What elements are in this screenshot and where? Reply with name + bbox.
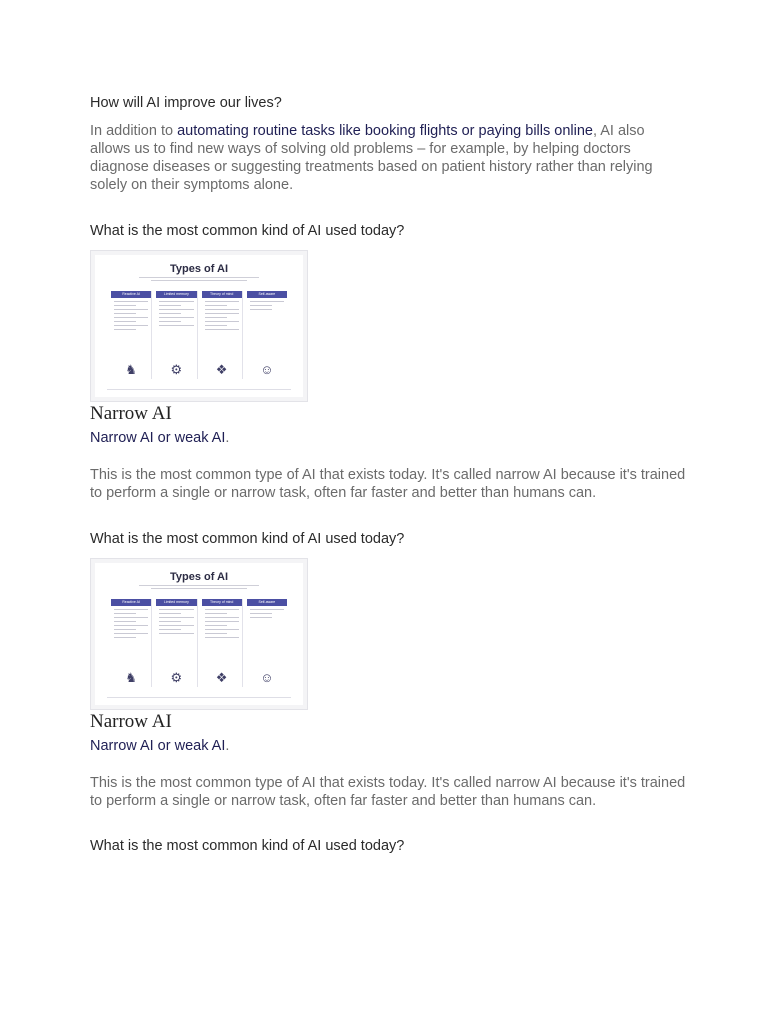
narrow-ai-subheading-text: Narrow AI or weak AI — [90, 430, 226, 446]
narrow-ai-subheading — [90, 738, 229, 754]
infographic-column — [156, 291, 197, 379]
infographic-title: Types of AI — [169, 263, 229, 275]
infographic-column — [111, 599, 152, 687]
intro-link[interactable]: automating routine tasks like booking flights or paying bills online — [177, 123, 593, 139]
infographic-column-header: Theory of mind — [202, 599, 242, 606]
types-of-ai-infographic — [90, 558, 308, 710]
infographic-column — [111, 291, 152, 379]
narrow-ai-subheading-period: . — [225, 738, 230, 754]
infographic-title: Types of AI — [169, 571, 229, 583]
head-gear-icon: ☺ — [260, 670, 274, 685]
intro-paragraph — [90, 122, 686, 194]
infographic-column — [247, 291, 287, 379]
head-gear-icon: ☺ — [260, 362, 274, 377]
infographic-column-header: Reactive AI — [111, 291, 151, 298]
narrow-ai-subheading — [90, 430, 229, 446]
narrow-ai-body: This is the most common type of AI that exists today. It's called narrow AI because it's trained to perform a single or narrow task, often far faster and better than humans can. — [90, 467, 686, 501]
types-of-ai-infographic — [90, 250, 308, 402]
infographic-column — [202, 291, 243, 379]
robot-icon: ⚙ — [170, 670, 183, 685]
narrow-ai-heading: Narrow AI — [90, 403, 172, 424]
narrow-ai-body: This is the most common type of AI that exists today. It's called narrow AI because it's trained to perform a single or narrow task, often far faster and better than humans can. — [90, 775, 686, 809]
brain-network-icon: ❖ — [215, 670, 228, 685]
question-common-ai: What is the most common kind of AI used today? — [90, 838, 405, 854]
narrow-ai-subheading-period: . — [225, 430, 230, 446]
question-common-ai: What is the most common kind of AI used today? — [90, 223, 405, 239]
infographic-column — [156, 599, 197, 687]
infographic-column-header: Limited memory — [156, 599, 196, 606]
infographic-column — [202, 599, 243, 687]
question-improve-lives: How will AI improve our lives? — [90, 95, 282, 111]
chess-icon: ♞ — [125, 362, 137, 377]
narrow-ai-heading: Narrow AI — [90, 711, 172, 732]
intro-rest: , AI also allows us to find new ways of solving old problems – for example, by helping doctors diagnose diseases or suggesting treatments based on patient history rather than relying solely on their symptoms alone. — [90, 123, 653, 193]
infographic-column — [247, 599, 287, 687]
robot-icon: ⚙ — [170, 362, 183, 377]
intro-lead: In addition to — [90, 123, 178, 139]
infographic-column-header: Self-aware — [247, 291, 287, 298]
chess-icon: ♞ — [125, 670, 137, 685]
brain-network-icon: ❖ — [215, 362, 228, 377]
question-common-ai: What is the most common kind of AI used today? — [90, 531, 405, 547]
infographic-column-header: Self-aware — [247, 599, 287, 606]
infographic-column-header: Theory of mind — [202, 291, 242, 298]
infographic-column-header: Reactive AI — [111, 599, 151, 606]
infographic-column-header: Limited memory — [156, 291, 196, 298]
narrow-ai-subheading-text: Narrow AI or weak AI — [90, 738, 226, 754]
